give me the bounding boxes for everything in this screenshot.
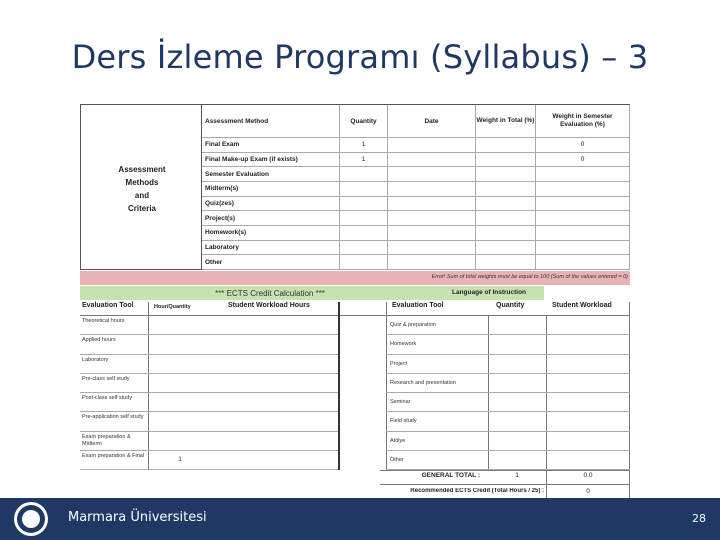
assessment-date[interactable] bbox=[388, 211, 476, 225]
assessment-weight-total[interactable] bbox=[476, 211, 536, 225]
left-header-workload: Student Workload Hours bbox=[228, 302, 310, 309]
ects-left-row bbox=[80, 335, 338, 354]
ects-left-tool: Applied hours bbox=[82, 337, 116, 344]
footer-bar bbox=[0, 498, 720, 540]
ects-left-row bbox=[80, 374, 338, 393]
assessment-method: Final Make-up Exam (if exists) bbox=[202, 153, 340, 167]
assessment-method: Homework(s) bbox=[202, 226, 340, 240]
assessment-header-row bbox=[202, 104, 630, 138]
ects-right-tool: Project bbox=[390, 360, 408, 367]
left-header-tool: Evaluation Tool bbox=[82, 302, 134, 309]
assessment-row bbox=[202, 241, 630, 256]
assessment-row bbox=[202, 226, 630, 241]
assessment-row bbox=[202, 138, 630, 153]
ects-left-row bbox=[80, 451, 338, 470]
assessment-weight-semester[interactable] bbox=[536, 182, 630, 196]
recommended-ects-value: 0 bbox=[586, 488, 590, 495]
ects-left-tool: Laboratory bbox=[82, 356, 109, 363]
assessment-quantity[interactable] bbox=[340, 197, 388, 211]
assessment-date[interactable] bbox=[388, 241, 476, 255]
assessment-label-box bbox=[80, 104, 202, 270]
ects-left-row bbox=[80, 393, 338, 412]
assessment-date[interactable] bbox=[388, 167, 476, 181]
ects-right-tool: Homework bbox=[390, 341, 417, 348]
university-name: Marmara Üniversitesi bbox=[68, 510, 207, 525]
assessment-weight-total[interactable] bbox=[476, 197, 536, 211]
assessment-weight-total[interactable] bbox=[476, 153, 536, 167]
assessment-weight-total[interactable] bbox=[476, 138, 536, 152]
general-total-label: GENERAL TOTAL : bbox=[421, 472, 480, 479]
assessment-weight-total[interactable] bbox=[476, 182, 536, 196]
assessment-table bbox=[202, 104, 630, 270]
ects-right-row bbox=[386, 412, 630, 431]
assessment-label-line: Methods bbox=[125, 178, 159, 187]
header-quantity: Quantity bbox=[340, 105, 388, 137]
assessment-weight-semester[interactable]: 0 bbox=[536, 138, 630, 152]
ects-right-row bbox=[386, 316, 630, 335]
ects-left-hours[interactable]: 1 bbox=[178, 455, 182, 463]
totals-divider bbox=[380, 484, 630, 485]
syllabus-spreadsheet bbox=[80, 104, 630, 500]
assessment-method: Quiz(zes) bbox=[202, 197, 340, 211]
weight-warning: Error! Sum of total weights must be equal to 100 (Sum of the values entered = 0) bbox=[431, 274, 628, 280]
weight-warning-bar bbox=[80, 271, 630, 285]
assessment-label bbox=[81, 163, 203, 215]
ects-right-tool: Field study bbox=[390, 418, 417, 425]
page-number: 28 bbox=[692, 512, 706, 525]
assessment-date[interactable] bbox=[388, 153, 476, 167]
assessment-quantity[interactable] bbox=[340, 167, 388, 181]
ects-right-row bbox=[386, 374, 630, 393]
assessment-quantity[interactable] bbox=[340, 211, 388, 225]
assessment-quantity[interactable] bbox=[340, 241, 388, 255]
ects-right-row bbox=[386, 432, 630, 451]
assessment-weight-semester[interactable] bbox=[536, 197, 630, 211]
language-label: Language of Instruction bbox=[452, 289, 527, 296]
ects-right-tool: Research and presentation bbox=[390, 379, 457, 386]
ects-right-tool: Other bbox=[390, 456, 404, 463]
assessment-date[interactable] bbox=[388, 138, 476, 152]
ects-title: *** ECTS Credit Calculation *** bbox=[215, 289, 325, 298]
assessment-label-line: Criteria bbox=[127, 204, 156, 213]
ects-left-tool: Post-class self study bbox=[82, 395, 133, 401]
assessment-date[interactable] bbox=[388, 197, 476, 211]
assessment-weight-semester[interactable] bbox=[536, 241, 630, 255]
ects-left-row bbox=[80, 316, 338, 335]
slide-title: Ders İzleme Programı (Syllabus) – 3 bbox=[71, 38, 649, 76]
general-total-quantity: 1 bbox=[515, 472, 519, 479]
right-header-quantity: Quantity bbox=[496, 302, 525, 309]
assessment-method: Midterm(s) bbox=[202, 182, 340, 196]
assessment-method: Final Exam bbox=[202, 138, 340, 152]
assessment-method: Project(s) bbox=[202, 211, 340, 225]
assessment-weight-semester[interactable]: 0 bbox=[536, 153, 630, 167]
assessment-row bbox=[202, 182, 630, 197]
assessment-row bbox=[202, 211, 630, 226]
assessment-weight-total[interactable] bbox=[476, 167, 536, 181]
left-header-hours: Hour/Quantity bbox=[154, 304, 191, 310]
assessment-row bbox=[202, 167, 630, 182]
assessment-quantity[interactable] bbox=[340, 255, 388, 269]
right-header-workload: Student Workload bbox=[552, 302, 612, 309]
assessment-weight-total[interactable] bbox=[476, 226, 536, 240]
right-header-tool: Evaluation Tool bbox=[392, 302, 444, 309]
logo-ring bbox=[17, 505, 45, 533]
assessment-weight-total[interactable] bbox=[476, 255, 536, 269]
assessment-quantity[interactable]: 1 bbox=[340, 138, 388, 152]
assessment-row bbox=[202, 197, 630, 212]
assessment-date[interactable] bbox=[388, 182, 476, 196]
assessment-weight-semester[interactable] bbox=[536, 255, 630, 269]
ects-right-tool: Seminar bbox=[390, 399, 411, 405]
assessment-date[interactable] bbox=[388, 226, 476, 240]
general-total-value: 0.0 bbox=[583, 472, 593, 479]
assessment-method: Semester Evaluation bbox=[202, 167, 340, 181]
ects-right-row bbox=[386, 393, 630, 412]
ects-right-row bbox=[386, 355, 630, 374]
totals-divider bbox=[380, 470, 630, 471]
header-weight-semester: Weight in Semester Evaluation (%) bbox=[536, 105, 630, 137]
ects-left-tool: Pre-application self study bbox=[82, 414, 144, 421]
assessment-quantity[interactable] bbox=[340, 182, 388, 196]
assessment-row bbox=[202, 153, 630, 168]
header-weight-total: Weight in Total (%) bbox=[476, 105, 536, 137]
ects-left-tool: Exam preparation & Midterm bbox=[82, 433, 131, 447]
assessment-weight-total[interactable] bbox=[476, 241, 536, 255]
assessment-weight-semester[interactable] bbox=[536, 226, 630, 240]
assessment-weight-semester[interactable] bbox=[536, 211, 630, 225]
ects-left-row bbox=[80, 432, 338, 451]
recommended-ects-label: Recommended ECTS Credit (Total Hours / 25) : bbox=[410, 488, 544, 494]
assessment-row bbox=[202, 255, 630, 270]
ects-left-row bbox=[80, 412, 338, 431]
ects-left-tool: Exam preparation & Final bbox=[82, 452, 145, 459]
ects-left-tool: Pre-class self study bbox=[82, 375, 130, 382]
header-date: Date bbox=[388, 105, 476, 137]
header-method: Assessment Method bbox=[202, 105, 340, 137]
university-logo-icon bbox=[14, 502, 48, 536]
ects-left-tool: Theoretical hours bbox=[82, 318, 125, 324]
ects-left-row bbox=[80, 355, 338, 374]
ects-right-tool: Quiz & preparation bbox=[390, 322, 436, 328]
assessment-method: Laboratory bbox=[202, 241, 340, 255]
assessment-method: Other bbox=[202, 255, 340, 269]
assessment-label-line: and bbox=[134, 191, 150, 200]
assessment-date[interactable] bbox=[388, 255, 476, 269]
assessment-label-line: Assessment bbox=[118, 165, 166, 174]
logo-core bbox=[22, 510, 40, 528]
ects-right-row bbox=[386, 335, 630, 354]
assessment-weight-semester[interactable] bbox=[536, 167, 630, 181]
grid-line bbox=[338, 302, 340, 470]
assessment-quantity[interactable]: 1 bbox=[340, 153, 388, 167]
ects-right-row bbox=[386, 451, 630, 470]
ects-right-tool: Atölye bbox=[390, 437, 406, 444]
assessment-quantity[interactable] bbox=[340, 226, 388, 240]
